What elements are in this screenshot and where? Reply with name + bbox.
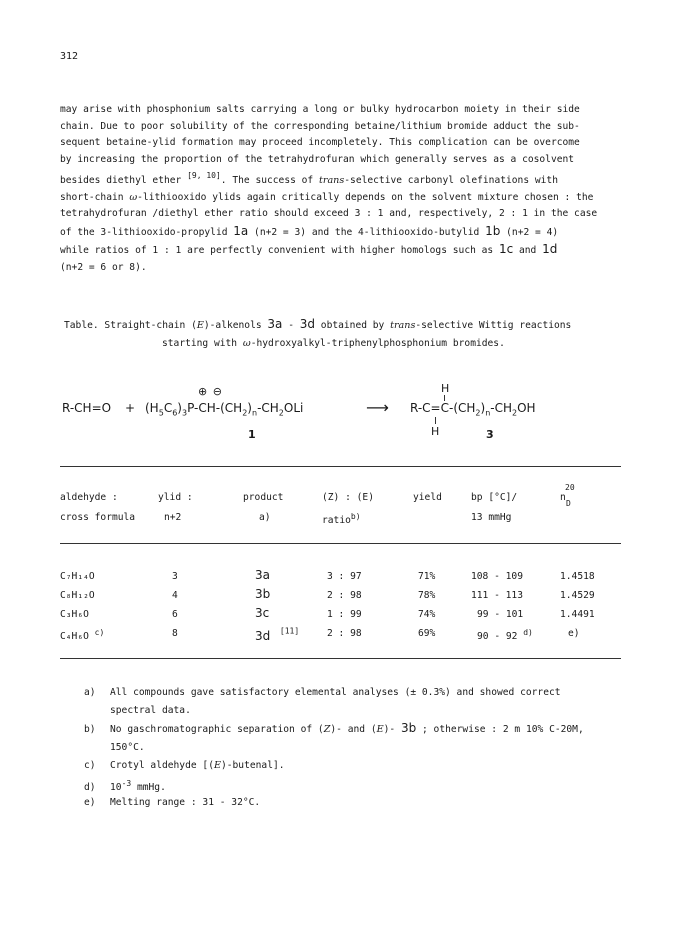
product-h-bottom: H <box>431 425 440 438</box>
text: mmHg. <box>131 782 166 794</box>
row2-n2: 4 <box>172 590 178 601</box>
footnote-a-line-1 <box>84 684 561 702</box>
row4-bp <box>477 628 533 642</box>
footnote-e <box>84 794 260 812</box>
footnote-marker: d) <box>523 628 533 637</box>
table-caption <box>64 315 571 353</box>
footnote-b <box>84 720 584 756</box>
compound-label: 3d <box>299 317 316 331</box>
text: besides diethyl ether <box>60 175 188 186</box>
text: C₄H₆O <box>60 631 89 643</box>
text: ) <box>480 401 486 415</box>
text: of the 3-lithiooxido-propylid <box>60 226 234 238</box>
italic-term: E <box>196 320 204 331</box>
text: - <box>282 320 300 331</box>
charge-symbols: ⊕ ⊖ <box>198 385 223 398</box>
subscript: 3 <box>181 408 188 418</box>
compound-label: 1d <box>542 242 558 256</box>
paragraph-line-1: may arise with phosphonium salts carrying a long or bulky hydrocarbon moiety in their side <box>60 104 580 115</box>
text: Table. Straight-chain ( <box>64 320 197 331</box>
footnote-a <box>84 684 561 719</box>
page-number: 312 <box>60 51 79 62</box>
row1-ratio: 3 : 97 <box>327 571 362 582</box>
table-rule-top <box>60 466 621 467</box>
header-bp: bp [°C]/ <box>471 492 518 503</box>
footnote-key: a) <box>84 687 96 698</box>
text: obtained by <box>315 320 391 331</box>
header-ylid: ylid : <box>158 492 193 503</box>
footnote-marker: c) <box>94 628 105 637</box>
paragraph-line-9 <box>60 241 635 260</box>
row3-formula: C₃H₆O <box>60 609 89 620</box>
header-cross-formula: cross formula <box>60 512 136 523</box>
subscript: 2 <box>475 408 481 418</box>
paragraph-line-7: tetrahydrofuran /diethyl ether ratio should exceed 3 : 1 and, respectively, 2 : 1 in the case <box>60 208 598 219</box>
text: )- and ( <box>330 724 377 735</box>
paragraph-line-6 <box>60 190 635 207</box>
text: ) <box>177 401 182 415</box>
paragraph-line-3: sequent betaine-ylid formation may proceed incompletely. This complication can be overcome <box>60 137 580 148</box>
header-pressure: 13 mmHg <box>471 512 512 523</box>
italic-term: E <box>376 724 384 735</box>
row3-nd: 1.4491 <box>560 609 595 620</box>
compound-label: 1b <box>485 223 501 238</box>
text: No gaschromatographic separation of ( <box>110 724 324 735</box>
header-product: product <box>243 492 284 503</box>
compound-label: 1c <box>498 242 514 256</box>
text: (n+2 = 3) and the 4-lithiooxido-butylid <box>248 226 486 238</box>
text: -lithiooxido ylids again critically depends on the solvent mixture chosen : the <box>137 191 594 203</box>
scheme-aldehyde: R-CH=O <box>62 401 112 415</box>
citation-ref: [9, 10] <box>187 171 221 180</box>
product-formula <box>410 401 536 417</box>
row2-ratio: 2 : 98 <box>327 590 362 601</box>
footnote-b-line-2: 150°C. <box>110 741 145 753</box>
subscript: 5 <box>158 408 164 418</box>
subscript: 2 <box>242 408 248 418</box>
footnote-b-line-1 <box>84 720 584 739</box>
text: ) <box>247 401 252 415</box>
scheme-plus: + <box>125 401 136 415</box>
text: OH <box>517 401 536 415</box>
text: P-CH-(CH <box>187 401 243 415</box>
header-ratio: (Z) : (E) <box>322 492 374 503</box>
paragraph-line-4: by increasing the proportion of the tetrahydrofuran which generally serves as a cosolvent <box>60 153 575 165</box>
row2-formula: C₈H₁₂O <box>60 590 95 601</box>
text: )- <box>383 724 401 735</box>
row1-formula: C₇H₁₄O <box>60 571 95 582</box>
text: . The success of <box>220 175 319 186</box>
text: short-chain <box>60 191 130 203</box>
footnote-key: e) <box>84 797 96 808</box>
ylid-number: 1 <box>248 428 256 441</box>
row3-n2: 6 <box>172 609 178 620</box>
subscript: n <box>485 408 491 418</box>
footnote-key: b) <box>84 724 96 735</box>
citation-ref: [11] <box>279 626 300 636</box>
row1-n2: 3 <box>172 571 178 582</box>
caption-line-1 <box>64 315 571 335</box>
row2-yield: 78% <box>418 590 436 601</box>
product-h-top: H <box>441 382 450 395</box>
footnote-a-line-2: spectral data. <box>110 704 191 716</box>
row4-nd: e) <box>568 628 580 639</box>
product-number: 3 <box>486 428 494 441</box>
subscript: 2 <box>278 408 284 418</box>
paragraph-line-8 <box>60 223 635 242</box>
compound-label: 3a <box>267 317 283 331</box>
table-rule-bottom <box>60 658 621 659</box>
text: Crotyl aldehyde [( <box>110 760 214 771</box>
exponent: -3 <box>121 779 132 788</box>
row1-product: 3a <box>255 568 270 582</box>
table-rule-mid <box>60 543 621 544</box>
footnote-marker: b) <box>350 512 361 521</box>
text: ratio <box>322 515 351 527</box>
italic-term: trans <box>390 320 416 331</box>
subscript: 2 <box>512 408 518 418</box>
row3-bp: 99 - 101 <box>477 609 524 620</box>
text: )-butenal]. <box>220 760 285 771</box>
text: All compounds gave satisfactory elemental analyses (± 0.3%) and showed correct <box>110 687 561 698</box>
row4-ratio: 2 : 98 <box>327 628 362 639</box>
text: starting with <box>162 338 243 349</box>
reaction-arrow: ⟶ <box>366 398 389 417</box>
footnote-key: c) <box>84 760 96 771</box>
header-refractive-d: D <box>566 499 571 508</box>
text: R-C=C-(CH <box>410 401 476 415</box>
omega-symbol: ω <box>242 338 251 349</box>
text: ; otherwise : 2 m 10% C-20M, <box>416 724 584 735</box>
row3-ratio: 1 : 99 <box>327 609 362 620</box>
row1-yield: 71% <box>418 571 436 582</box>
compound-label: 3d <box>255 629 271 643</box>
text: )-alkenols <box>203 320 268 331</box>
footnote-c <box>84 757 285 775</box>
paragraph-line-2: chain. Due to poor solubility of the corresponding betaine/lithium bromide adduct the sub- <box>60 120 580 132</box>
row3-product: 3c <box>255 606 270 620</box>
italic-term: trans <box>319 175 345 186</box>
text: (n+2 = 4) <box>500 226 559 238</box>
text: -CH <box>490 401 513 415</box>
text: 90 - 92 <box>477 631 518 643</box>
bond-line-bottom <box>435 417 436 424</box>
text: OLi <box>283 401 304 415</box>
header-refractive-temp: 20 <box>565 483 575 492</box>
row1-nd: 1.4518 <box>560 571 595 582</box>
text: Melting range : 31 - 32°C. <box>110 797 261 808</box>
header-refractive-index: n <box>560 492 566 503</box>
row2-nd: 1.4529 <box>560 590 595 601</box>
row4-product <box>255 625 299 644</box>
italic-term: E <box>213 760 221 771</box>
caption-line-2 <box>64 335 571 353</box>
paragraph-line-10: (n+2 = 6 or 8). <box>60 261 147 273</box>
compound-label: 1a <box>233 223 249 238</box>
footnote-key: d) <box>84 782 96 794</box>
text: 10 <box>110 782 122 794</box>
omega-symbol: ω <box>129 191 138 203</box>
text: -CH <box>257 401 279 415</box>
row4-formula <box>60 628 104 642</box>
italic-term: Z <box>323 724 331 735</box>
subscript: 6 <box>172 408 178 418</box>
row2-product: 3b <box>255 587 271 601</box>
text: while ratios of 1 : 1 are perfectly convenient with higher homologs such as <box>60 245 499 256</box>
header-product-note: a) <box>259 512 271 523</box>
text: -selective Wittig reactions <box>415 320 572 331</box>
text: C <box>163 401 173 415</box>
body-paragraph <box>60 102 635 276</box>
header-yield: yield <box>413 492 442 503</box>
row4-yield: 69% <box>418 628 436 639</box>
header-aldehyde: aldehyde : <box>60 492 118 503</box>
subscript: n <box>251 408 258 418</box>
row2-bp: 111 - 113 <box>471 590 523 601</box>
text: -hydroxyalkyl-triphenylphosphonium bromides. <box>250 338 505 349</box>
row3-yield: 74% <box>418 609 436 620</box>
header-ratio-label <box>322 512 361 526</box>
text: and <box>513 245 543 256</box>
paragraph-line-5 <box>60 168 635 190</box>
row1-bp: 108 - 109 <box>471 571 523 582</box>
ylid-formula <box>145 401 303 417</box>
header-n-plus-2: n+2 <box>164 512 182 523</box>
row4-n2: 8 <box>172 628 178 639</box>
text: (H <box>145 401 159 415</box>
text: -selective carbonyl olefinations with <box>344 175 558 186</box>
compound-label: 3b <box>400 721 417 735</box>
